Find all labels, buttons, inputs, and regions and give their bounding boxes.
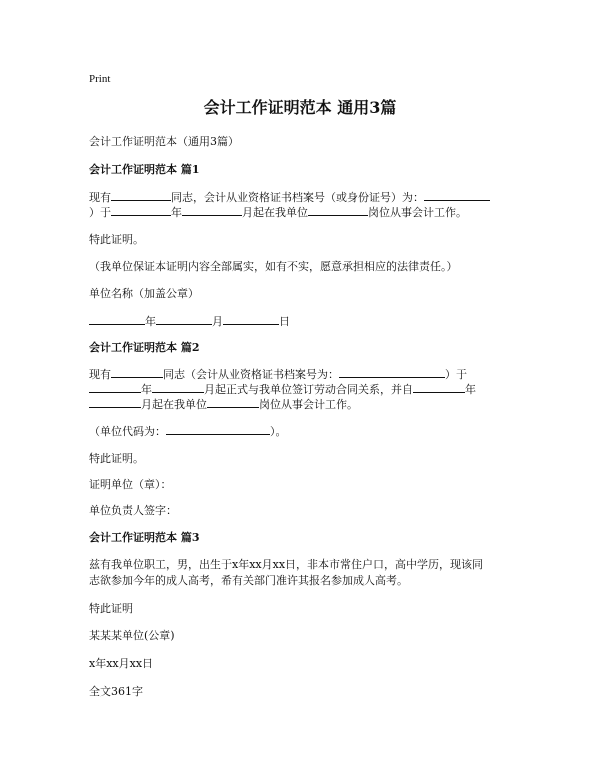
- text: 月: [212, 315, 223, 328]
- blank-field: [156, 313, 212, 325]
- section3-para-line2: 志欲参加今年的成人高考，希有关部门准许其报名参加成人高考。: [89, 574, 408, 587]
- section1-line1: [89, 189, 490, 205]
- text: 岗位从事会计工作。: [259, 398, 358, 411]
- text: 年: [465, 383, 476, 396]
- blank-field: [152, 381, 204, 393]
- blank-field: [182, 204, 242, 216]
- blank-field: [424, 189, 490, 201]
- text: 月起在我单位: [242, 206, 308, 219]
- blank-field: [413, 381, 465, 393]
- blank-field: [223, 313, 279, 325]
- text: 年: [171, 206, 182, 219]
- document-subtitle: 会计工作证明范本（通用3篇）: [89, 135, 239, 148]
- section2-heading: 会计工作证明范本 篇2: [89, 341, 200, 354]
- blank-field: [111, 189, 171, 201]
- blank-field: [207, 396, 259, 408]
- section2-leader-sign: 单位负责人签字：: [89, 504, 177, 517]
- section3-certify: 特此证明: [89, 602, 133, 615]
- text: ）于: [445, 368, 467, 381]
- blank-field: [89, 313, 145, 325]
- text: （单位代码为：: [89, 425, 166, 438]
- text: 现有: [89, 191, 111, 204]
- text: 日: [279, 315, 290, 328]
- section2-line1: [89, 366, 467, 382]
- section2-certify: 特此证明。: [89, 452, 144, 465]
- section2-unit-code: [89, 423, 287, 439]
- blank-field: [339, 366, 445, 378]
- section3-unit: 某某某单位(公章): [89, 629, 175, 642]
- blank-field: [89, 381, 141, 393]
- text: 同志（会计从业资格证书档案号为：: [163, 368, 339, 381]
- text: 年: [141, 383, 152, 396]
- text: 岗位从事会计工作。: [368, 206, 467, 219]
- text: 年: [145, 315, 156, 328]
- text: 月起正式与我单位签订劳动合同关系，并自: [204, 383, 413, 396]
- blank-field: [111, 366, 163, 378]
- section3-para-line1: 兹有我单位职工，男，出生于x年xx月xx日，非本市常住户口，高中学历，现该同: [89, 558, 484, 571]
- blank-field: [308, 204, 368, 216]
- section1-guarantee: （我单位保证本证明内容全部属实，如有不实，愿意承担相应的法律责任。）: [89, 260, 458, 273]
- section3-heading: 会计工作证明范本 篇3: [89, 531, 200, 544]
- section1-certify: 特此证明。: [89, 233, 144, 246]
- section2-line2: [89, 381, 476, 397]
- text: ）于: [89, 206, 111, 219]
- section1-heading: 会计工作证明范本 篇1: [89, 163, 200, 176]
- section2-cert-unit: 证明单位（章）：: [89, 478, 172, 491]
- section3-date: x年xx月xx日: [89, 657, 154, 670]
- section1-line2: [89, 204, 467, 220]
- text: 现有: [89, 368, 111, 381]
- text: ）。: [270, 425, 287, 438]
- blank-field: [111, 204, 171, 216]
- section1-unit-name: 单位名称（加盖公章）: [89, 287, 199, 300]
- word-count: 全文361字: [89, 685, 143, 698]
- section1-date: [89, 313, 290, 329]
- print-label[interactable]: Print: [89, 73, 111, 85]
- section2-line3: [89, 396, 358, 412]
- text: 同志，会计从业资格证书档案号（或身份证号）为：: [171, 191, 424, 204]
- blank-field: [166, 423, 270, 435]
- blank-field: [89, 396, 141, 408]
- document-title: 会计工作证明范本 通用3篇: [203, 98, 397, 117]
- text: 月起在我单位: [141, 398, 207, 411]
